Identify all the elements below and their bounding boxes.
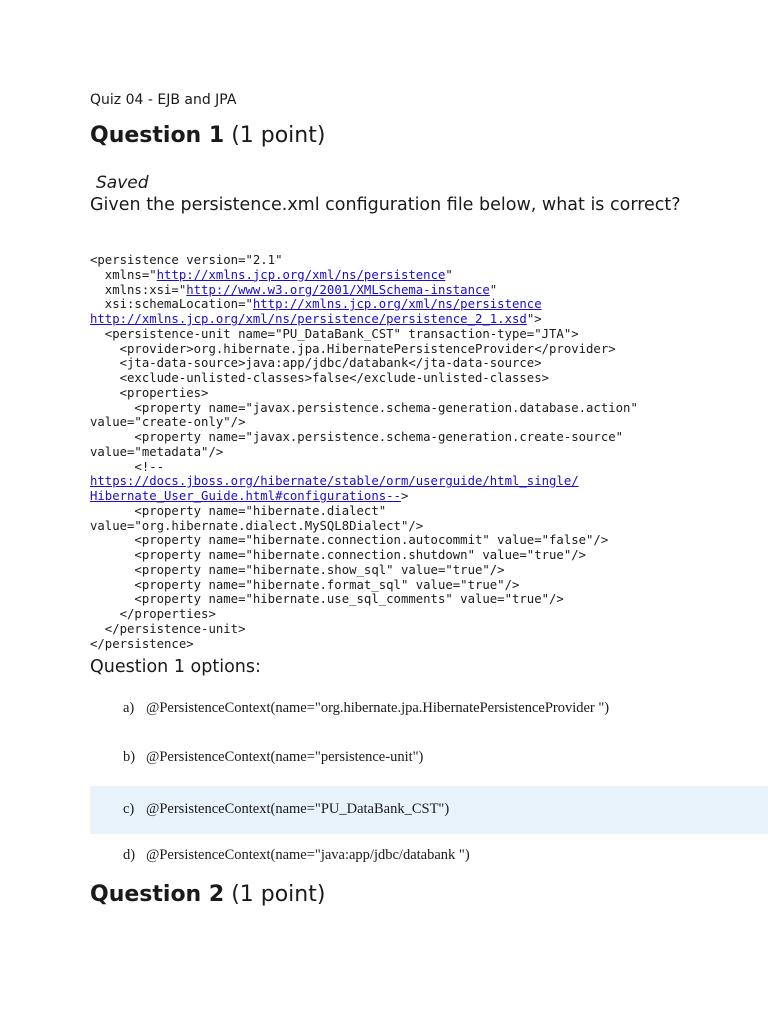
option-letter: d)	[123, 847, 136, 863]
code-line: <jta-data-source>java:app/jdbc/databank</jta-data-source>	[90, 356, 542, 371]
option-letter: a)	[123, 700, 135, 716]
code-line: <properties>	[90, 385, 209, 400]
code-line: <persistence-unit name="PU_DataBank_CST" transaction-type="JTA">	[90, 326, 579, 341]
code-line: xmlns:xsi="	[90, 282, 187, 297]
option-text: @PersistenceContext(name="persistence-unit")	[146, 749, 424, 765]
code-line: <property name="hibernate.connection.shutdown" value="true"/>	[90, 548, 587, 562]
option-b[interactable]	[90, 734, 768, 782]
code-line: value="org.hibernate.dialect.MySQL8Dialect"/>	[90, 518, 424, 533]
xmlns-link[interactable]: http://xmlns.jcp.org/xml/ns/persistence	[156, 267, 446, 282]
code-line: <property name="javax.persistence.schema-generation.database.action"	[90, 400, 638, 415]
option-d[interactable]	[90, 832, 768, 880]
code-line: <property name="javax.persistence.schema-generation.create-source"	[90, 430, 624, 444]
saved-status: Saved	[96, 173, 149, 193]
xmlns-xsi-link[interactable]: http://www.w3.org/2001/XMLSchema-instance	[186, 282, 490, 297]
option-text: @PersistenceContext(name="PU_DataBank_CST")	[146, 801, 450, 817]
code-line: <exclude-unlisted-classes>false</exclude-unlisted-classes>	[90, 371, 550, 385]
code-line: "	[489, 282, 498, 297]
option-letter: b)	[123, 749, 136, 765]
code-line: xmlns="	[90, 267, 157, 282]
code-line: <property name="hibernate.connection.autocommit" value="false"/>	[90, 533, 609, 548]
code-line: <!--	[90, 459, 165, 474]
code-line: </persistence>	[90, 636, 194, 651]
question-1-points: (1 point)	[231, 123, 326, 148]
persistence-xml-code	[90, 253, 638, 651]
question-2-label: Question 2	[90, 882, 225, 907]
code-line: <property name="hibernate.format_sql" value="true"/>	[90, 577, 520, 592]
code-line: </properties>	[90, 607, 216, 621]
code-line: </persistence-unit>	[90, 621, 246, 636]
hibernate-docs-link[interactable]: https://docs.jboss.org/hibernate/stable/orm/userguide/html_single/	[90, 474, 579, 489]
code-line: ">	[526, 312, 542, 326]
question-1-label: Question 1	[90, 123, 225, 148]
code-line: <persistence version="2.1"	[90, 253, 283, 267]
option-letter: c)	[123, 801, 135, 817]
quiz-title: Quiz 04 - EJB and JPA	[90, 92, 237, 108]
question-1-text: Given the persistence.xml configuration file below, what is correct?	[90, 195, 681, 215]
option-text: @PersistenceContext(name="java:app/jdbc/databank ")	[146, 847, 470, 863]
question-2-heading	[90, 882, 325, 907]
question-1-heading	[90, 123, 325, 148]
schema-location-link[interactable]: http://xmlns.jcp.org/xml/ns/persistence	[252, 297, 542, 312]
option-text: @PersistenceContext(name="org.hibernate.jpa.HibernatePersistenceProvider ")	[146, 700, 610, 716]
code-line: value="create-only"/>	[90, 415, 246, 430]
schema-xsd-link[interactable]: http://xmlns.jcp.org/xml/ns/persistence/persistence_2_1.xsd	[90, 312, 527, 326]
code-line: value="metadata"/>	[90, 444, 224, 459]
option-c[interactable]	[90, 786, 768, 834]
code-line: <property name="hibernate.use_sql_comments" value="true"/>	[90, 592, 564, 607]
code-line: <provider>org.hibernate.jpa.HibernatePersistenceProvider</provider>	[90, 341, 616, 356]
hibernate-guide-link[interactable]: Hibernate_User_Guide.html#configurations--	[90, 489, 401, 503]
question-1-options-heading: Question 1 options:	[90, 657, 261, 677]
code-line: "	[445, 267, 453, 282]
code-line: <property name="hibernate.show_sql" value="true"/>	[90, 562, 505, 577]
code-line: >	[400, 489, 409, 503]
question-2-points: (1 point)	[231, 882, 326, 907]
code-line: xsi:schemaLocation="	[90, 297, 253, 312]
option-a[interactable]	[90, 685, 768, 733]
code-line: <property name="hibernate.dialect"	[90, 503, 387, 518]
